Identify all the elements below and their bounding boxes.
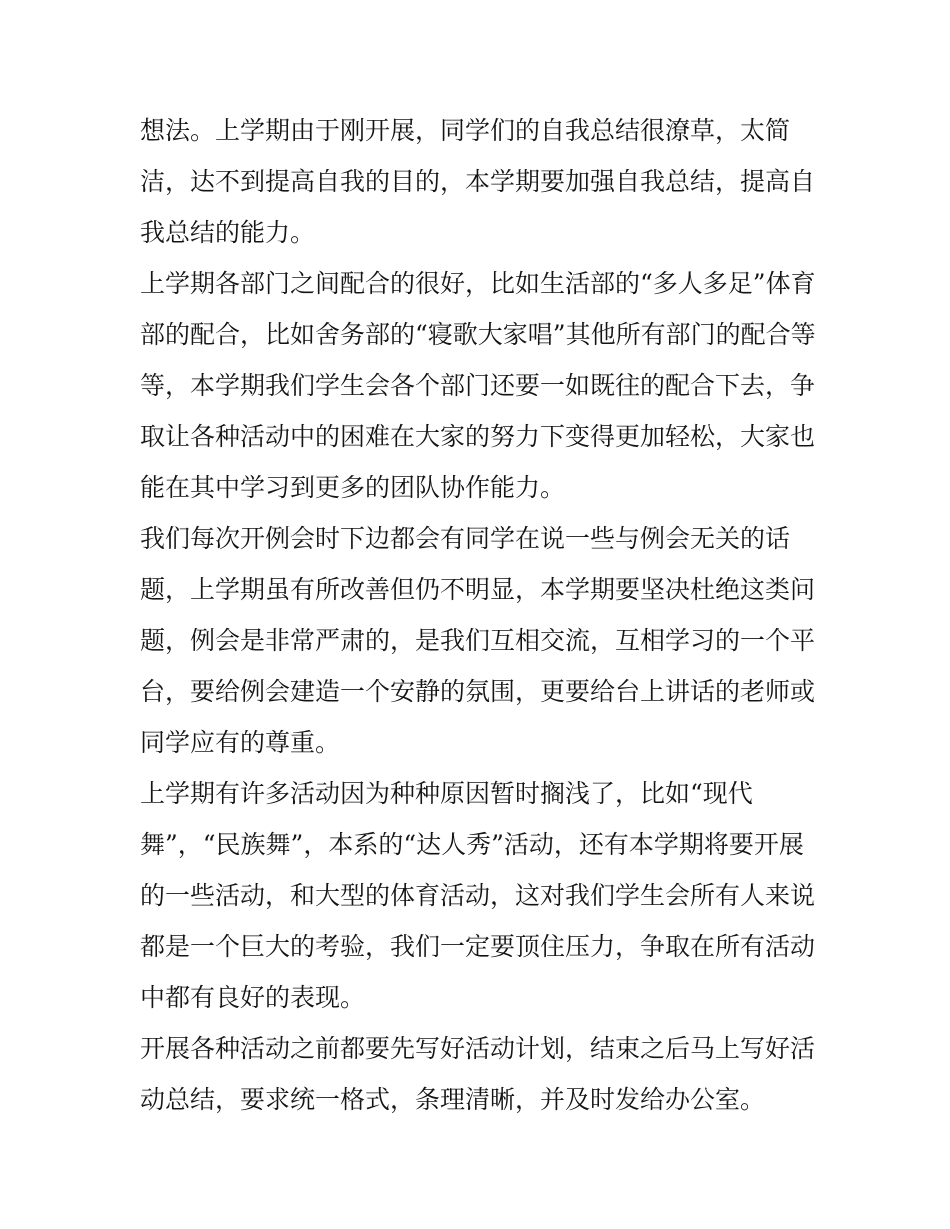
text-line: 动总结，要求统一格式，条理清晰，并及时发给办公室。 bbox=[140, 1085, 766, 1114]
text-line: 部的配合，比如舍务部的“寝歌大家唱”其他所有部门的配合等 bbox=[140, 320, 816, 349]
text-line: 题，例会是非常严肃的，是我们互相交流，互相学习的一个平 bbox=[140, 626, 816, 655]
text-line: 洁，达不到提高自我的目的，本学期要加强自我总结，提高自 bbox=[140, 167, 816, 196]
text-line: 台，要给例会建造一个安静的氛围，更要给台上讲话的老师或 bbox=[140, 677, 816, 706]
text-line: 我总结的能力。 bbox=[140, 218, 316, 247]
text-line: 上学期有许多活动因为种种原因暂时搁浅了，比如“现代 bbox=[140, 779, 753, 808]
document-body bbox=[140, 105, 820, 1125]
text-line: 同学应有的尊重。 bbox=[140, 728, 341, 757]
text-line: 题，上学期虽有所改善但仍不明显，本学期要坚决杜绝这类问 bbox=[140, 575, 816, 604]
text-line: 都是一个巨大的考验，我们一定要顶住压力，争取在所有活动 bbox=[140, 932, 816, 961]
text-line: 等，本学期我们学生会各个部门还要一如既往的配合下去，争 bbox=[140, 371, 816, 400]
text-line: 舞”，“民族舞”，本系的“达人秀”活动，还有本学期将要开展 bbox=[140, 830, 804, 859]
text-line: 能在其中学习到更多的团队协作能力。 bbox=[140, 473, 566, 502]
text-line: 想法。上学期由于刚开展，同学们的自我总结很潦草，太简 bbox=[140, 116, 791, 145]
text-line: 的一些活动，和大型的体育活动，这对我们学生会所有人来说 bbox=[140, 881, 816, 910]
text-line: 开展各种活动之前都要先写好活动计划，结束之后马上写好活 bbox=[140, 1034, 816, 1063]
text-line: 取让各种活动中的困难在大家的努力下变得更加轻松，大家也 bbox=[140, 422, 816, 451]
text-line: 上学期各部门之间配合的很好，比如生活部的“多人多足”体育 bbox=[140, 269, 816, 298]
text-line: 中都有良好的表现。 bbox=[140, 983, 366, 1012]
text-line: 我们每次开例会时下边都会有同学在说一些与例会无关的话 bbox=[140, 524, 791, 553]
